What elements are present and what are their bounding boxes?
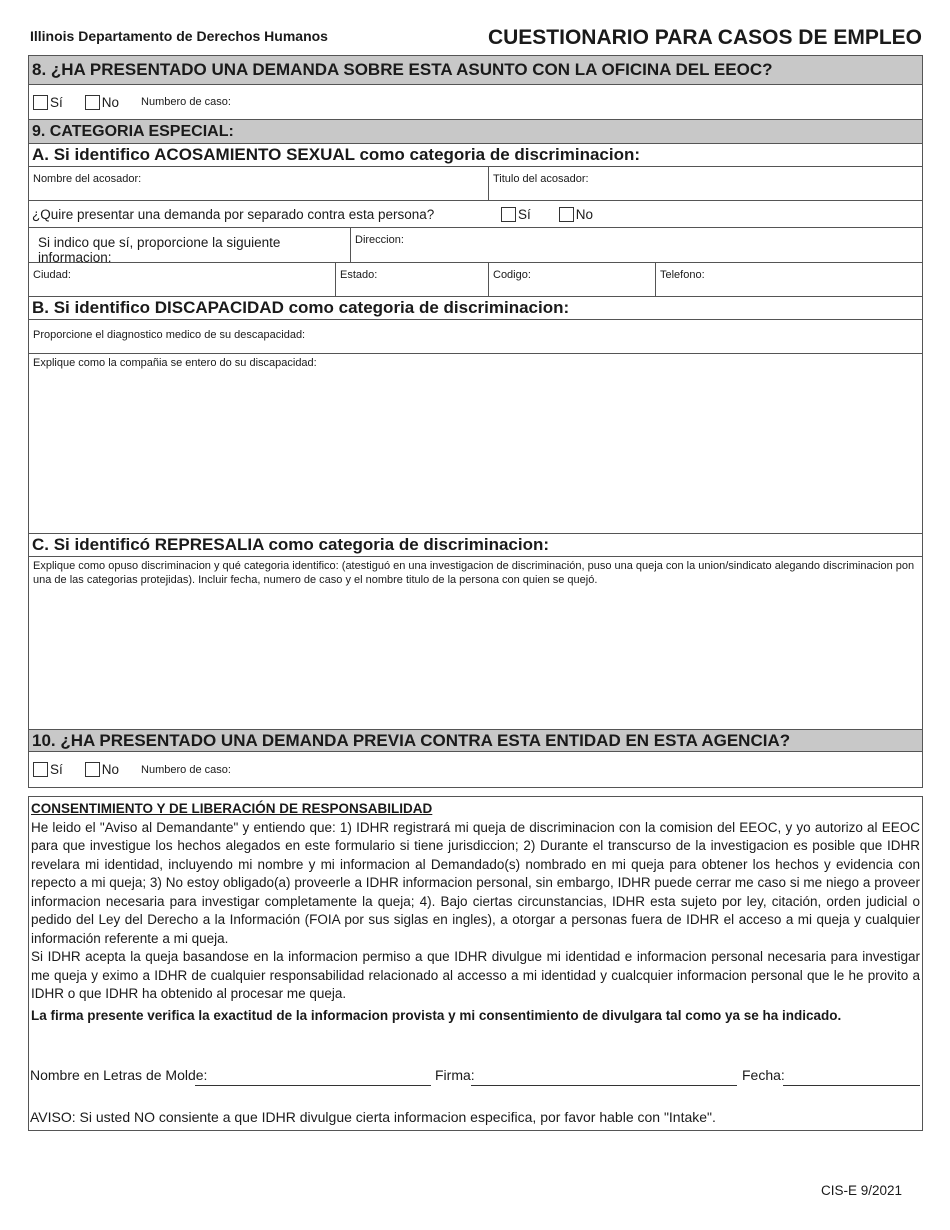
diagnosis-label: Proporcione el diagnostico medico de su descapacidad: <box>33 329 306 341</box>
disability-explain-label: Explique como la compañia se entero do su discapacidad: <box>33 357 317 369</box>
zip-field[interactable] <box>489 263 656 296</box>
separate-claim-no-checkbox[interactable] <box>559 207 574 222</box>
diagnosis-field[interactable] <box>29 320 922 353</box>
city-state-row <box>29 263 922 297</box>
city-field[interactable] <box>29 263 336 296</box>
harasser-name-field[interactable] <box>29 167 489 200</box>
disability-explain-row <box>29 354 922 534</box>
harasser-title-field[interactable] <box>489 167 922 200</box>
section-8-yes-option[interactable] <box>33 95 63 110</box>
section-8-answer-row <box>29 85 922 120</box>
section-8-no-label: No <box>101 94 120 110</box>
harasser-row <box>29 167 922 201</box>
section-8-yes-checkbox[interactable] <box>33 95 48 110</box>
section-10-yes-option[interactable] <box>33 762 63 777</box>
disability-explain-field[interactable] <box>29 354 922 533</box>
separate-claim-no-option[interactable] <box>559 207 593 222</box>
section-10-case-number-label: Numbero de caso: <box>141 763 231 776</box>
consent-paragraph-2: Si IDHR acepta la queja basandose en la informacion permiso a que IDHR divulgue mi identidad e informacion personal necesaria para investigar me queja y eximo a IDHR de cualquier responsabilidad relacionado al accesso a mi identidad y cualcquier informacion personal que le he provito a IDHR o que IDHR ha obtenido al procesar me queja. <box>31 949 920 1001</box>
section-10-heading: 10. ¿HA PRESENTADO UNA DEMANDA PREVIA CONTRA ESTA ENTIDAD EN ESTA AGENCIA? <box>29 730 922 752</box>
print-name-input[interactable] <box>195 1085 431 1086</box>
section-8-no-checkbox[interactable] <box>85 95 100 110</box>
zip-label: Codigo: <box>493 269 531 281</box>
harasser-name-label: Nombre del acosador: <box>33 173 142 185</box>
city-label: Ciudad: <box>33 269 71 281</box>
section-10-no-label: No <box>101 762 120 777</box>
section-9-heading: 9. CATEGORIA ESPECIAL: <box>29 120 922 144</box>
consent-bold-statement: La firma presente verifica la exactitud de la informacion provista y mi consentimiento de divulgara tal como ya se ha indicado. <box>31 1007 842 1023</box>
separate-claim-no-label: No <box>575 206 594 222</box>
print-name-label: Nombre en Letras de Molde: <box>30 1067 208 1083</box>
section-8-case-number-label: Numbero de caso: <box>141 96 231 108</box>
separate-claim-yes-option[interactable] <box>501 207 531 222</box>
date-input[interactable] <box>783 1085 920 1086</box>
section-10-yes-checkbox[interactable] <box>33 762 48 777</box>
section-10-answer-row <box>29 752 922 787</box>
state-field[interactable] <box>336 263 489 296</box>
diagnosis-row <box>29 320 922 354</box>
form-code: CIS-E 9/2021 <box>820 1183 902 1198</box>
retaliation-explain-label: Explique como opuso discriminacion y qué categoria identifico: (atestiguó en una investigacion de discriminación, puso una queja con la union/sindicato alegando discriminacion pon una de las categorias protejidas). Incluir fecha, numero de caso y el nombre titulo de la persona con quien se quejó. <box>33 560 915 586</box>
form-title: CUESTIONARIO PARA CASOS DE EMPLEO <box>487 26 922 49</box>
section-8-no-option[interactable] <box>85 95 119 110</box>
section-9a-heading: A. Si identifico ACOSAMIENTO SEXUAL como categoria de discriminacion: <box>29 144 922 167</box>
date-label: Fecha: <box>742 1067 785 1083</box>
section-9b-heading: B. Si identifico DISCAPACIDAD como categoria de discriminacion: <box>29 297 922 320</box>
state-label: Estado: <box>340 269 378 281</box>
section-8-yes-label: Sí <box>50 94 63 110</box>
address-row <box>29 228 922 263</box>
signature-input[interactable] <box>471 1085 737 1086</box>
address-label: Direccion: <box>355 234 404 246</box>
section-8-heading: 8. ¿HA PRESENTADO UNA DEMANDA SOBRE ESTA ASUNTO CON LA OFICINA DEL EEOC? <box>29 56 922 85</box>
agency-name: Illinois Departamento de Derechos Humanos <box>30 28 328 44</box>
signature-label: Firma: <box>435 1067 475 1083</box>
section-9c-heading: C. Si identificó REPRESALIA como categoria de discriminacion: <box>29 534 922 557</box>
consent-notice: AVISO: Si usted NO consiente a que IDHR divulgue cierta informacion especifica, por favor hable con "Intake". <box>30 1109 716 1125</box>
address-field[interactable] <box>351 228 922 262</box>
consent-title: CONSENTIMIENTO Y DE LIBERACIÓN DE RESPONSABILIDAD <box>31 801 433 816</box>
retaliation-explain-row <box>29 557 922 730</box>
separate-claim-yes-label: Sí <box>518 206 531 222</box>
separate-claim-yes-checkbox[interactable] <box>501 207 516 222</box>
separate-claim-row <box>29 201 922 228</box>
consent-paragraph-1: He leido el "Aviso al Demandante" y entiendo que: 1) IDHR registrará mi queja de discriminacion con la comision del EEOC, y yo autorizo al EEOC para que investigue los hechos alegados en este formulario si tiene jurisdiccion; 2) Durante el transcurso de la investigacion es posible que IDHR revelara mi identidad, incluyendo mi nombre y mi informacion al Demandado(s) nombrado en mi queja para obtener los hechos y evidencia con repecto a mi queja; 3) No estoy obligado(a) proveerle a IDHR informacion personal, sin embargo, IDHR puede cerrar me caso si me niego a proveer informacion necesaria para investigar completamente la queja; 4). Bajo ciertas circunstancias, IDHR esta sujeto por ley, citación, orden judicial o pedido del Ley del Derecho a la Información (FOIA por sus siglas en ingles), a otorgar a personas fuera de IDHR el acceso a mi queja y cualquier información referente a mi queja. <box>31 819 920 946</box>
section-10-no-option[interactable] <box>85 762 119 777</box>
phone-field[interactable] <box>656 263 922 296</box>
section-10-no-checkbox[interactable] <box>85 762 100 777</box>
phone-label: Telefono: <box>660 269 705 281</box>
if-yes-instruction: Si indico que sí, proporcione la siguiente informacion: <box>29 228 351 262</box>
harasser-title-label: Titulo del acosador: <box>493 173 589 185</box>
questionnaire-form <box>28 55 923 788</box>
retaliation-explain-field[interactable] <box>29 557 922 729</box>
separate-claim-question: ¿Quire presentar una demanda por separado contra esta persona? <box>32 206 435 222</box>
section-10-yes-label: Sí <box>50 762 63 777</box>
